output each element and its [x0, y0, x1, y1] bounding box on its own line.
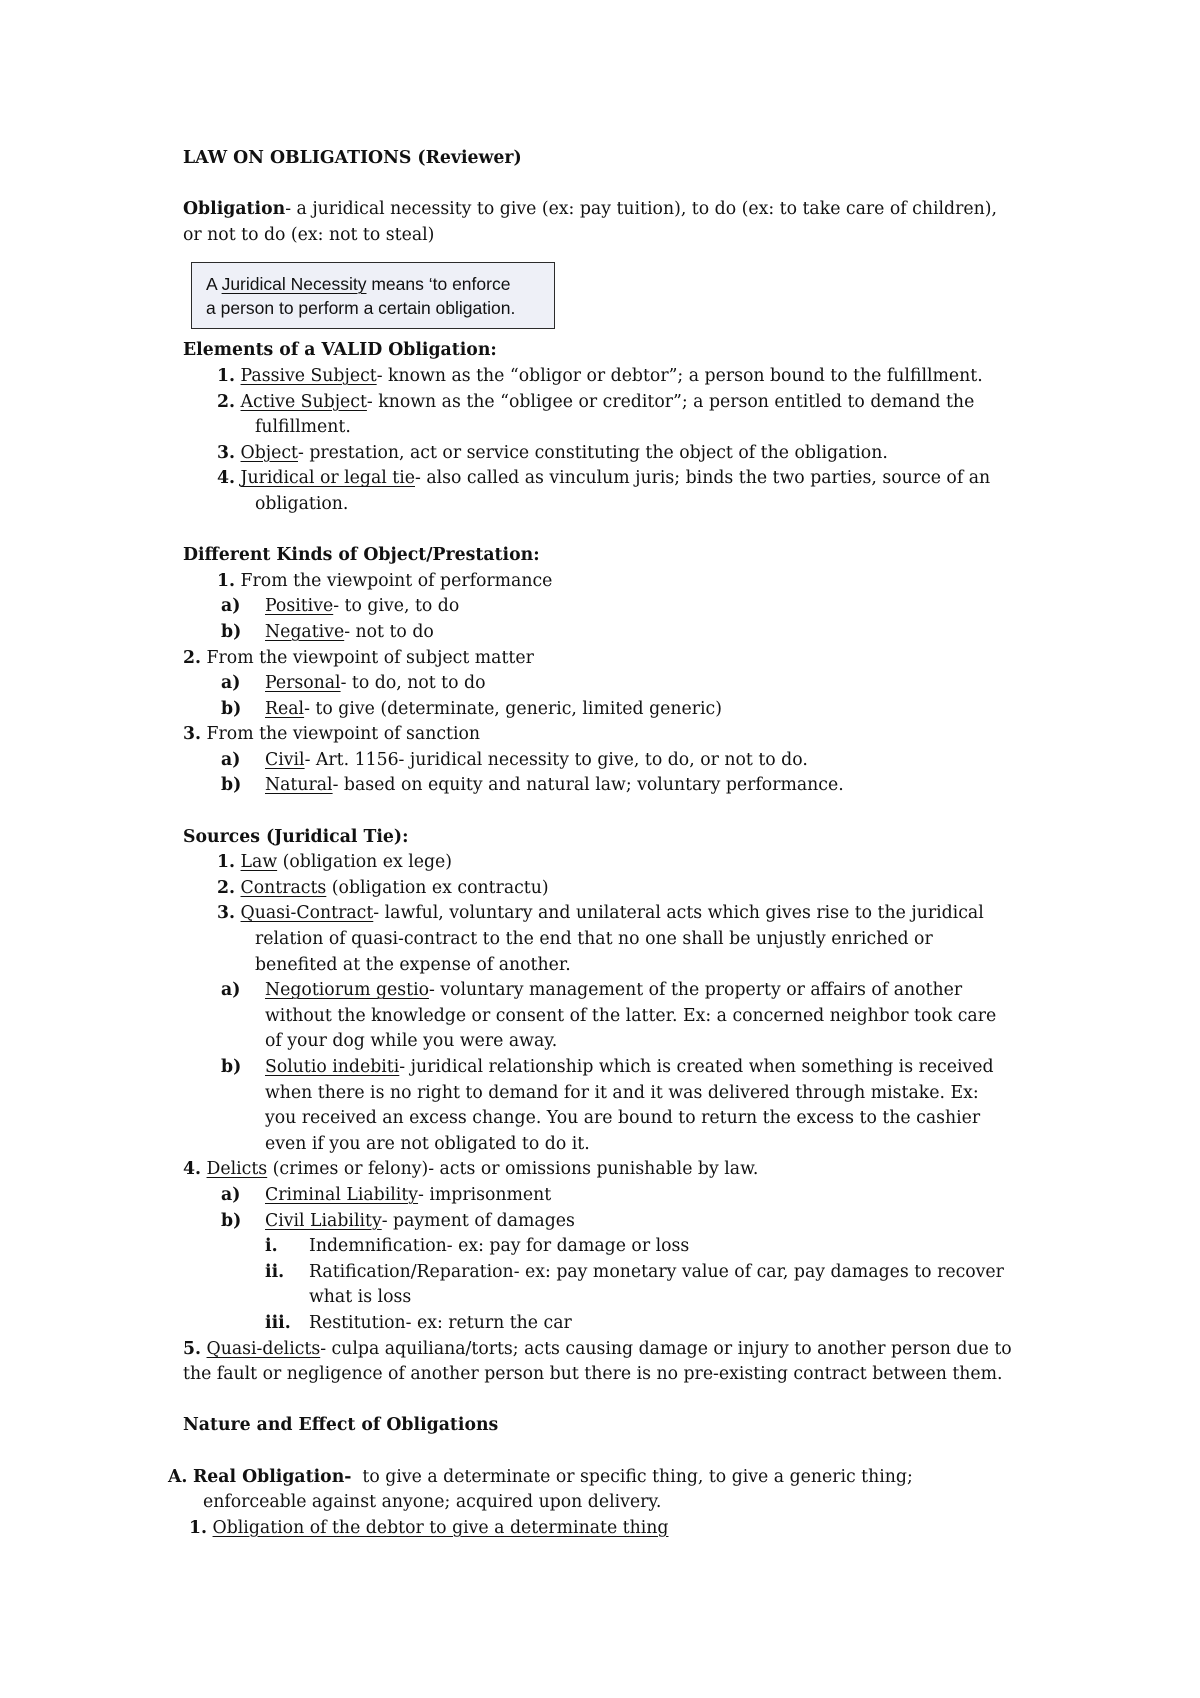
definition-continuation: or not to do (ex: not to steal)	[183, 224, 435, 245]
source-item: 5. Quasi-delicts- culpa aquiliana/torts; acts causing damage or injury to another person due to	[183, 1338, 1012, 1359]
roman-item: iii. Restitution- ex: return the car	[265, 1312, 572, 1333]
page-title: LAW ON OBLIGATIONS (Reviewer)	[183, 148, 522, 168]
source-sub-continuation: without the knowledge or consent of the latter. Ex: a concerned neighbor took care	[265, 1005, 997, 1026]
kinds-heading: Different Kinds of Object/Prestation:	[183, 545, 540, 566]
element-item-continuation: obligation.	[255, 493, 349, 514]
kinds-group: 3. From the viewpoint of sanction	[183, 724, 481, 745]
note-term: Juridical Necessity	[221, 274, 367, 294]
definition-text: - a juridical necessity to give (ex: pay tuition), to do (ex: to take care of children),	[285, 199, 997, 220]
kinds-sub-item: b) Real- to give (determinate, generic, limited generic)	[221, 698, 722, 719]
roman-item: ii. Ratification/Reparation- ex: pay monetary value of car, pay damages to recover	[265, 1261, 1004, 1282]
roman-item-continuation: what is loss	[309, 1287, 412, 1308]
source-item: 1. Law (obligation ex lege)	[217, 852, 452, 873]
source-sub-continuation: you received an excess change. You are bound to return the excess to the cashier	[265, 1108, 981, 1129]
sources-heading: Sources (Juridical Tie):	[183, 826, 409, 847]
source-item: 2. Contracts (obligation ex contractu)	[217, 877, 549, 898]
source-item-continuation: the fault or negligence of another person but there is no pre-existing contract between them.	[183, 1364, 1003, 1385]
source-item: 3. Quasi-Contract- lawful, voluntary and unilateral acts which gives rise to the juridical	[217, 903, 984, 924]
source-sub-item: b) Civil Liability- payment of damages	[221, 1210, 575, 1231]
real-obligation: A. Real Obligation- to give a determinate or specific thing, to give a generic thing;	[168, 1466, 913, 1487]
element-item: 1. Passive Subject- known as the “obligor or debtor”; a person bound to the fulfillment.	[217, 365, 983, 386]
kinds-sub-item: a) Positive- to give, to do	[221, 596, 460, 617]
kinds-sub-item: a) Civil- Art. 1156- juridical necessity to give, to do, or not to do.	[221, 749, 808, 770]
elements-heading: Elements of a VALID Obligation:	[183, 340, 497, 361]
element-item: 4. Juridical or legal tie- also called as vinculum juris; binds the two parties, source of an	[217, 468, 991, 489]
element-item: 2. Active Subject- known as the “obligee or creditor”; a person entitled to demand the	[217, 391, 975, 412]
source-sub-continuation: even if you are not obligated to do it.	[265, 1133, 590, 1154]
kinds-group: 2. From the viewpoint of subject matter	[183, 647, 534, 668]
document-page	[168, 146, 1043, 1541]
source-sub-continuation: when there is no right to demand for it and it was delivered through mistake. Ex:	[265, 1082, 979, 1103]
source-sub-item: b) Solutio indebiti- juridical relationship which is created when something is received	[221, 1057, 994, 1077]
kinds-group: 1. From the viewpoint of performance	[217, 570, 553, 591]
source-sub-item: a) Criminal Liability- imprisonment	[221, 1184, 552, 1205]
elements-list	[183, 364, 1043, 518]
roman-item: i. Indemnification- ex: pay for damage or loss	[265, 1236, 690, 1257]
kinds-sub-item: b) Negative- not to do	[221, 621, 434, 642]
source-item-continuation: relation of quasi-contract to the end that no one shall be unjustly enriched or	[255, 929, 933, 950]
kinds-sub-item: b) Natural- based on equity and natural law; voluntary performance.	[221, 775, 844, 796]
nature-heading: Nature and Effect of Obligations	[183, 1415, 499, 1436]
note-line: a person to perform a certain obligation.	[206, 298, 516, 318]
definition-term: Obligation	[183, 199, 286, 220]
source-item-continuation: benefited at the expense of another.	[255, 954, 571, 975]
source-item: 4. Delicts (crimes or felony)- acts or omissions punishable by law.	[183, 1159, 759, 1180]
kinds-sub-item: a) Personal- to do, not to do	[221, 673, 486, 694]
real-obligation-continuation: enforceable against anyone; acquired upon delivery.	[203, 1492, 662, 1513]
obligation-definition	[183, 197, 1043, 223]
source-sub-continuation: of your dog while you were away.	[265, 1031, 558, 1052]
element-item: 3. Object- prestation, act or service constituting the object of the obligation.	[217, 442, 888, 463]
real-obligation-item: 1. Obligation of the debtor to give a determinate thing	[189, 1517, 669, 1538]
juridical-necessity-note-box: A Juridical Necessity means ‘to enforce a person to perform a certain obligation.	[191, 262, 555, 329]
element-item-continuation: fulfillment.	[255, 417, 351, 438]
source-sub-item: a) Negotiorum gestio- voluntary management of the property or affairs of another	[221, 980, 963, 1001]
